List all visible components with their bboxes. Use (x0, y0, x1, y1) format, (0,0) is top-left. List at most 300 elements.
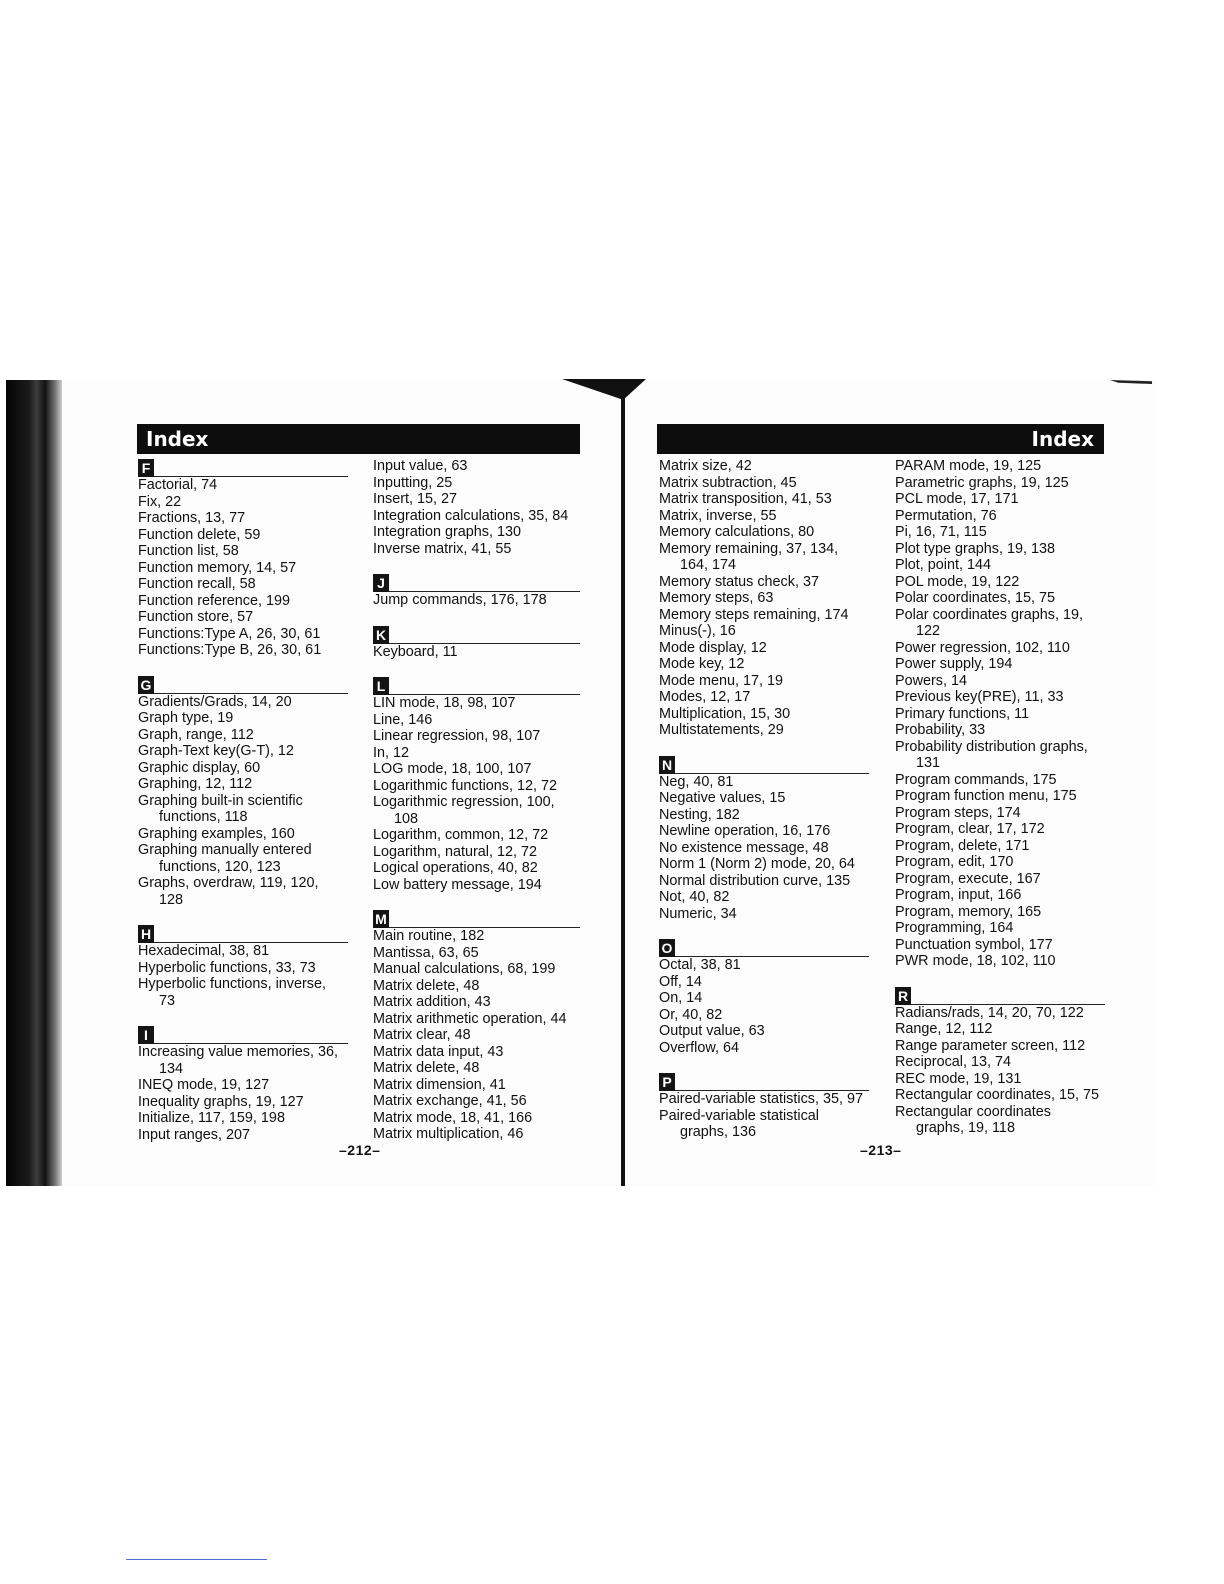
entry-text: Paired-variable statistical (659, 1107, 819, 1124)
entry-text: POL mode, 19, 122 (895, 573, 1020, 590)
entry-text: Gradients/Grads, 14, 20 (138, 693, 292, 710)
entry-text: Main routine, 182 (373, 928, 485, 944)
index-entry (373, 994, 580, 1011)
entry-text-continued: 131 (916, 755, 941, 771)
page-number-left: –212– (339, 1142, 381, 1158)
index-entry (138, 593, 348, 610)
entry-text: Negative values, 15 (659, 790, 786, 806)
section-heading (895, 986, 1105, 1005)
index-entry (373, 761, 580, 778)
entry-text: Program function menu, 175 (895, 788, 1077, 804)
entry-text: Graph type, 19 (138, 710, 234, 726)
entry-text: LOG mode, 18, 100, 107 (373, 761, 532, 777)
index-entry (138, 510, 348, 527)
entry-text: PARAM mode, 19, 125 (895, 458, 1042, 474)
section-heading (138, 458, 348, 477)
entry-text: Input ranges, 207 (138, 1126, 251, 1143)
entry-text: Numeric, 34 (659, 905, 737, 922)
index-entry (138, 875, 348, 908)
index-entry (373, 827, 580, 844)
entry-text: Plot, point, 144 (895, 557, 992, 573)
entry-text: Rectangular coordinates, 15, 75 (895, 1087, 1099, 1103)
section-heading (138, 675, 348, 694)
index-entry (895, 590, 1105, 607)
entry-text: Logical operations, 40, 82 (373, 860, 538, 876)
index-entry (138, 727, 348, 744)
entry-text-continued: 122 (916, 623, 941, 639)
index-entry (895, 689, 1105, 706)
index-entry (138, 527, 348, 544)
index-entry (659, 640, 869, 657)
entry-text: Graph-Text key(G-T), 12 (138, 743, 294, 759)
entry-text: Powers, 14 (895, 672, 967, 689)
index-entry (373, 644, 580, 661)
index-section-g (138, 675, 348, 909)
entry-text: Radians/rads, 14, 20, 70, 122 (895, 1004, 1084, 1021)
index-title-right: Index (1031, 427, 1094, 451)
entry-text: Insert, 15, 27 (373, 491, 457, 507)
entry-text: Inverse matrix, 41, 55 (373, 540, 512, 557)
entry-text: Logarithm, natural, 12, 72 (373, 843, 537, 860)
entry-text: Permutation, 76 (895, 507, 997, 524)
entry-text: Functions:Type B, 26, 30, 61 (138, 642, 322, 658)
index-entry (659, 722, 869, 739)
section-heading (659, 938, 869, 957)
index-entry (659, 623, 869, 640)
entry-text: Fix, 22 (138, 493, 182, 510)
index-entry (895, 574, 1105, 591)
entry-text: Program, memory, 165 (895, 903, 1042, 920)
index-entry (659, 656, 869, 673)
index-section-l (373, 676, 580, 893)
index-entry (659, 790, 869, 807)
entry-text: Keyboard, 11 (373, 643, 458, 660)
entry-text: Logarithmic functions, 12, 72 (373, 777, 557, 794)
entry-text: Normal distribution curve, 135 (659, 872, 851, 889)
entry-text: Primary functions, 11 (895, 705, 1030, 722)
entry-text-continued: 108 (394, 810, 419, 827)
index-entry (895, 541, 1105, 558)
index-entry (659, 889, 869, 906)
section-heading (659, 755, 869, 774)
index-entry (895, 854, 1105, 871)
index-entry (138, 1127, 348, 1144)
index-entry (373, 778, 580, 795)
index-header-right (657, 424, 1104, 454)
index-entry (895, 607, 1105, 640)
index-entry (373, 928, 580, 945)
index-entry (373, 1044, 580, 1061)
index-entry (659, 974, 869, 991)
index-entry (138, 642, 348, 659)
entry-text: Program commands, 175 (895, 771, 1057, 788)
entry-text: Matrix data input, 43 (373, 1043, 504, 1060)
book-spine-shadow (6, 380, 62, 1186)
index-entry (895, 1104, 1105, 1137)
index-entry (895, 640, 1105, 657)
entry-text: Function delete, 59 (138, 526, 261, 543)
entry-text: Neg, 40, 81 (659, 773, 734, 790)
entry-text: Range parameter screen, 112 (895, 1037, 1086, 1054)
index-entry (895, 904, 1105, 921)
index-entry (895, 805, 1105, 822)
index-entry (373, 1077, 580, 1094)
entry-text: Parametric graphs, 19, 125 (895, 474, 1069, 491)
index-section-m (373, 909, 580, 1143)
index-entry (895, 821, 1105, 838)
entry-text: Matrix size, 42 (659, 458, 752, 474)
index-entry (373, 844, 580, 861)
index-entry (659, 508, 869, 525)
entry-text: Matrix subtraction, 45 (659, 474, 797, 491)
entry-text: Multistatements, 29 (659, 722, 784, 738)
index-entry (138, 960, 348, 977)
index-column-2 (373, 458, 580, 1143)
entry-text: Mode display, 12 (659, 639, 767, 656)
section-letter: H (138, 925, 154, 943)
index-entry (138, 694, 348, 711)
index-entry (895, 1038, 1105, 1055)
entry-text: Graphing manually entered (138, 842, 312, 858)
entry-text: Nesting, 182 (659, 806, 740, 823)
index-entry (659, 673, 869, 690)
entry-text: Hyperbolic functions, 33, 73 (138, 959, 316, 976)
index-entry (895, 722, 1105, 739)
index-column-3 (659, 458, 869, 1141)
index-entry (373, 945, 580, 962)
index-entry (659, 1040, 869, 1057)
index-entry (373, 524, 580, 541)
index-entry (373, 1093, 580, 1110)
index-entry (373, 877, 580, 894)
entry-text: Output value, 63 (659, 1023, 765, 1039)
section-letter: N (659, 756, 675, 774)
page-number-right: –213– (860, 1142, 902, 1158)
entry-text: Program, delete, 171 (895, 837, 1030, 854)
index-entry (373, 592, 580, 609)
entry-text: Integration calculations, 35, 84 (373, 507, 569, 524)
entry-text: Function memory, 14, 57 (138, 559, 297, 576)
entry-text: Minus(-), 16 (659, 623, 736, 639)
index-entry (659, 906, 869, 923)
section-heading (373, 573, 580, 592)
entry-text: On, 14 (659, 990, 703, 1006)
index-entry (895, 475, 1105, 492)
entry-text: Inequality graphs, 19, 127 (138, 1093, 304, 1110)
page-gutter (621, 388, 625, 1186)
entry-text: Power regression, 102, 110 (895, 639, 1070, 656)
index-entry (138, 1044, 348, 1077)
index-entry (138, 560, 348, 577)
entry-text: Initialize, 117, 159, 198 (138, 1110, 285, 1126)
entry-text-continued: graphs, 19, 118 (916, 1120, 1015, 1136)
entry-text: Matrix addition, 43 (373, 994, 491, 1010)
entry-text: Hexadecimal, 38, 81 (138, 943, 270, 959)
entry-text-continued: 73 (159, 992, 176, 1009)
index-entry (659, 607, 869, 624)
index-entry (659, 689, 869, 706)
index-entry (895, 871, 1105, 888)
entry-text: LIN mode, 18, 98, 107 (373, 695, 516, 711)
entry-text-continued: graphs, 136 (680, 1124, 757, 1140)
entry-text: Overflow, 64 (659, 1039, 739, 1056)
index-entry (659, 541, 869, 574)
entry-text: Matrix multiplication, 46 (373, 1126, 524, 1142)
entry-text: Memory remaining, 37, 134, (659, 540, 839, 557)
section-letter: M (373, 910, 389, 928)
index-entry (373, 491, 580, 508)
entry-text: Logarithm, common, 12, 72 (373, 827, 549, 843)
index-entry (659, 1108, 869, 1141)
entry-text: Memory status check, 37 (659, 573, 819, 590)
index-entry (138, 1077, 348, 1094)
entry-text: Matrix mode, 18, 41, 166 (373, 1109, 533, 1126)
index-entry (138, 793, 348, 826)
index-entry (895, 887, 1105, 904)
entry-text: Graphs, overdraw, 119, 120, (138, 875, 319, 891)
index-entry (138, 477, 348, 494)
index-entry (659, 840, 869, 857)
index-section-k (373, 625, 580, 661)
index-section-p (659, 1072, 869, 1141)
index-entry (659, 1091, 869, 1108)
index-section-r (895, 986, 1105, 1137)
index-entry (138, 1094, 348, 1111)
section-heading (373, 625, 580, 644)
entry-text: Program, input, 166 (895, 887, 1022, 903)
index-entry (138, 494, 348, 511)
entry-text: Multiplication, 15, 30 (659, 705, 791, 722)
entry-text: Mantissa, 63, 65 (373, 944, 479, 961)
entry-text: Not, 40, 82 (659, 889, 730, 905)
index-entry (895, 491, 1105, 508)
index-entry (138, 776, 348, 793)
index-entry (895, 656, 1105, 673)
index-section-j (373, 573, 580, 609)
entry-text: Jump commands, 176, 178 (373, 592, 547, 608)
index-entry (659, 774, 869, 791)
index-entry (895, 706, 1105, 723)
entry-text: Program, edit, 170 (895, 854, 1014, 870)
entry-text: Line, 146 (373, 711, 433, 728)
entry-text: Increasing value memories, 36, (138, 1044, 338, 1060)
entry-text: Factorial, 74 (138, 477, 218, 493)
index-section-i (138, 1025, 348, 1143)
index-entry (138, 543, 348, 560)
entry-text: Modes, 12, 17 (659, 689, 751, 705)
entry-text: REC mode, 19, 131 (895, 1070, 1022, 1087)
index-entry (659, 957, 869, 974)
index-entry (659, 524, 869, 541)
index-entry (373, 712, 580, 729)
index-entry (895, 953, 1105, 970)
index-entry (895, 772, 1105, 789)
index-entry (895, 508, 1105, 525)
index-entry (659, 475, 869, 492)
index-entry (659, 823, 869, 840)
entry-text: Matrix delete, 48 (373, 977, 480, 994)
entry-text: Matrix transposition, 41, 53 (659, 491, 832, 507)
entry-text: Newline operation, 16, 176 (659, 823, 831, 839)
index-section-f (138, 458, 348, 659)
entry-text: Rectangular coordinates (895, 1103, 1051, 1120)
index-entry (659, 590, 869, 607)
entry-text: Paired-variable statistics, 35, 97 (659, 1091, 863, 1107)
entry-text-continued: 164, 174 (680, 557, 737, 573)
entry-text: Input value, 63 (373, 458, 468, 474)
entry-text: Previous key(PRE), 11, 33 (895, 689, 1064, 705)
entry-text: Matrix, inverse, 55 (659, 507, 777, 524)
index-entry (895, 1021, 1105, 1038)
index-entry (659, 574, 869, 591)
index-entry (138, 576, 348, 593)
index-entry (373, 1011, 580, 1028)
entry-text: Logarithmic regression, 100, (373, 794, 555, 810)
entry-text: Memory calculations, 80 (659, 524, 815, 540)
index-entry (138, 826, 348, 843)
entry-text: Function recall, 58 (138, 576, 256, 592)
section-letter: J (373, 574, 389, 592)
entry-text: Off, 14 (659, 973, 702, 990)
entry-text: Graphing built-in scientific (138, 792, 303, 809)
entry-text: Fractions, 13, 77 (138, 510, 246, 526)
entry-text: Matrix exchange, 41, 56 (373, 1093, 527, 1109)
entry-text: Program, execute, 167 (895, 870, 1041, 887)
section-letter: F (138, 459, 154, 477)
index-entry (895, 937, 1105, 954)
index-entry (895, 1087, 1105, 1104)
entry-text: Program steps, 174 (895, 804, 1021, 821)
section-letter: I (138, 1026, 154, 1044)
section-heading (138, 924, 348, 943)
index-entry (895, 788, 1105, 805)
index-entry (895, 458, 1105, 475)
index-entry (373, 794, 580, 827)
entry-text: Norm 1 (Norm 2) mode, 20, 64 (659, 856, 855, 872)
section-letter: R (895, 987, 911, 1005)
index-entry (373, 1126, 580, 1143)
index-section-n (659, 755, 869, 923)
entry-text: Probability, 33 (895, 722, 986, 738)
entry-text: Graphic display, 60 (138, 759, 261, 776)
entry-text: Functions:Type A, 26, 30, 61 (138, 625, 321, 642)
index-entry (895, 673, 1105, 690)
index-section-continued (659, 458, 869, 739)
index-entry (659, 458, 869, 475)
entry-text: Punctuation symbol, 177 (895, 936, 1053, 953)
entry-text: Reciprocal, 13, 74 (895, 1054, 1011, 1070)
index-entry (659, 1023, 869, 1040)
entry-text: Mode menu, 17, 19 (659, 672, 783, 689)
entry-text: No existence message, 48 (659, 839, 829, 856)
index-entry (373, 728, 580, 745)
index-entry (659, 706, 869, 723)
index-entry (895, 557, 1105, 574)
index-entry (895, 1005, 1105, 1022)
index-entry (373, 475, 580, 492)
index-entry (138, 842, 348, 875)
index-entry (659, 491, 869, 508)
entry-text: Linear regression, 98, 107 (373, 728, 541, 744)
index-entry (373, 1060, 580, 1077)
entry-text: PCL mode, 17, 171 (895, 491, 1019, 507)
section-heading (138, 1025, 348, 1044)
entry-text: Octal, 38, 81 (659, 957, 741, 973)
entry-text-continued: functions, 118 (159, 809, 248, 825)
index-column-4 (895, 458, 1105, 1137)
entry-text-continued: 134 (159, 1060, 184, 1077)
index-entry (373, 458, 580, 475)
entry-text: Probability distribution graphs, (895, 738, 1088, 755)
entry-text: Graph, range, 112 (138, 726, 254, 743)
index-entry (138, 760, 348, 777)
index-entry (373, 541, 580, 558)
entry-text: Matrix dimension, 41 (373, 1076, 506, 1093)
entry-text: Function store, 57 (138, 609, 254, 625)
index-entry (895, 920, 1105, 937)
index-entry (659, 990, 869, 1007)
index-entry (659, 873, 869, 890)
entry-text: Matrix delete, 48 (373, 1060, 480, 1076)
entry-text: Matrix arithmetic operation, 44 (373, 1010, 567, 1027)
index-entry (138, 626, 348, 643)
index-entry (373, 860, 580, 877)
entry-text: Manual calculations, 68, 199 (373, 961, 556, 977)
entry-text: PWR mode, 18, 102, 110 (895, 953, 1056, 969)
index-entry (373, 1110, 580, 1127)
section-letter: L (373, 677, 389, 695)
index-entry (895, 739, 1105, 772)
index-entry (895, 524, 1105, 541)
entry-text: Plot type graphs, 19, 138 (895, 540, 1056, 557)
index-section-o (659, 938, 869, 1056)
section-letter: G (138, 676, 154, 694)
index-entry (659, 1007, 869, 1024)
entry-text: Mode key, 12 (659, 656, 745, 672)
section-letter: O (659, 939, 675, 957)
index-section-continued (373, 458, 580, 557)
entry-text: Polar coordinates, 15, 75 (895, 590, 1055, 606)
entry-text: Inputting, 25 (373, 474, 453, 491)
entry-text: Memory steps, 63 (659, 590, 774, 606)
entry-text: Hyperbolic functions, inverse, (138, 976, 326, 992)
section-heading (659, 1072, 869, 1091)
index-header-left (137, 424, 580, 454)
entry-text: Pi, 16, 71, 115 (895, 524, 987, 540)
index-entry (138, 609, 348, 626)
index-entry (659, 807, 869, 824)
index-entry (138, 710, 348, 727)
entry-text: In, 12 (373, 744, 410, 761)
index-section-continued (895, 458, 1105, 970)
index-entry (895, 838, 1105, 855)
entry-text: Memory steps remaining, 174 (659, 606, 849, 623)
entry-text: Function list, 58 (138, 543, 239, 559)
entry-text: Program, clear, 17, 172 (895, 821, 1045, 837)
index-entry (138, 1110, 348, 1127)
index-entry (373, 961, 580, 978)
index-title-left: Index (146, 427, 209, 451)
index-entry (373, 508, 580, 525)
entry-text: Programming, 164 (895, 920, 1014, 936)
index-section-h (138, 924, 348, 1009)
entry-text-continued: functions, 120, 123 (159, 858, 281, 875)
index-column-1 (138, 458, 348, 1143)
index-entry (138, 976, 348, 1009)
entry-text: Graphing examples, 160 (138, 825, 295, 842)
index-entry (895, 1054, 1105, 1071)
entry-text: Or, 40, 82 (659, 1006, 723, 1023)
